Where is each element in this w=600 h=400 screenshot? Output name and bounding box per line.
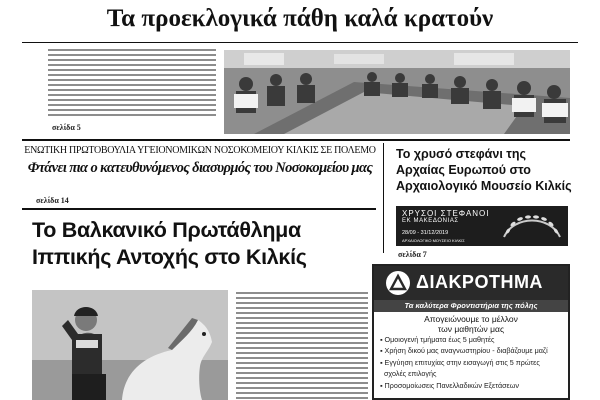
ad-feature-item: ▪ Εγγύηση επιτυχίας στην εισαγωγή στις 5 πρώτες <box>380 357 540 367</box>
section-rule-1 <box>22 139 570 141</box>
column-divider <box>383 143 384 253</box>
museum-headline[interactable] <box>396 146 572 194</box>
banner-subtitle: ΕΚ ΜΑΚΕΔΟΝΙΑΣ <box>402 218 459 224</box>
museum-headline-line-2: Αρχαίας Ευρωπού στο <box>396 163 531 177</box>
ad-logo-icon <box>386 271 410 295</box>
ad-feature-item: ▪ Χρήση δικού μας αναγνωστηρίου - διαβάζουμε μαζί <box>380 346 548 356</box>
top-story-body-text <box>48 49 216 117</box>
ad-feature-list <box>380 334 548 391</box>
top-story-page-ref[interactable]: σελίδα 5 <box>52 123 81 132</box>
museum-page-ref[interactable]: σελίδα 7 <box>398 250 427 259</box>
top-rule <box>22 42 578 43</box>
banner-dates: 28/09 - 31/12/2019 <box>402 230 449 236</box>
banner-venue: ΑΡΧΑΙΟΛΟΓΙΚΟ ΜΟΥΣΕΙΟ ΚΙΛΚΙΣ <box>402 238 465 243</box>
rider-photo-image <box>32 290 228 400</box>
meeting-photo-image <box>224 50 570 134</box>
hospital-kicker: ΕΝΩΤΙΚΗ ΠΡΩΤΟΒΟΥΛΙΑ ΥΓΕΙΟΝΟΜΙΚΩΝ ΝΟΣΟΚΟΜΕΙΟΥ ΚΙΛΚΙΣ ΣΕ ΠΟΛΕΜΟ <box>24 145 376 156</box>
ad-logo-delta <box>386 271 410 295</box>
ad-brand: ΔΙΑΚΡΟΤΗΜΑ <box>416 272 543 292</box>
hospital-page-ref[interactable]: σελίδα 14 <box>36 196 69 205</box>
meeting-photo <box>224 50 570 134</box>
ad-box[interactable] <box>372 264 570 400</box>
equestrian-headline-line-1: Το Βαλκανικό Πρωτάθλημα <box>32 218 301 242</box>
section-rule-2 <box>22 208 376 210</box>
equestrian-headline[interactable] <box>32 217 307 271</box>
ad-intro-line-1: Απογειώνουμε το μέλλον <box>424 314 518 324</box>
ad-intro-line-2: των μαθητών μας <box>437 324 505 334</box>
hospital-headline[interactable]: Φτάνει πια ο κατευθυνόμενος διασυρμός του Νοσοκομείου μας <box>27 160 373 176</box>
top-headline[interactable]: Τα προεκλογικά πάθη καλά κρατούν <box>106 5 494 32</box>
ad-tagline: Τα καλύτερα Φροντιστήρια της πόλης <box>374 300 568 312</box>
ad-feature-item: σχολές επιλογής <box>384 369 437 379</box>
banner-title: ΧΡΥΣΟΙ ΣΤΕΦΑΝΟΙ <box>402 209 490 218</box>
equestrian-headline-line-2: Ιππικής Αντοχής στο Κιλκίς <box>32 245 307 269</box>
ad-feature-item: ▪ Προσομοίωσεις Πανελλαδικών Εξετάσεων <box>380 380 519 390</box>
rider-photo <box>32 290 228 400</box>
museum-headline-line-1: Το χρυσό στεφάνι της <box>396 147 526 161</box>
exhibition-banner <box>396 206 568 246</box>
equestrian-body-text <box>236 292 368 400</box>
museum-headline-line-3: Αρχαιολογικό Μουσείο Κιλκίς <box>396 179 572 193</box>
ad-intro <box>374 314 568 334</box>
ad-feature-item: ▪ Ομοιογενή τμήματα έως 5 μαθητές <box>380 335 495 344</box>
golden-wreath-image <box>500 209 564 243</box>
ad-header <box>374 266 568 300</box>
